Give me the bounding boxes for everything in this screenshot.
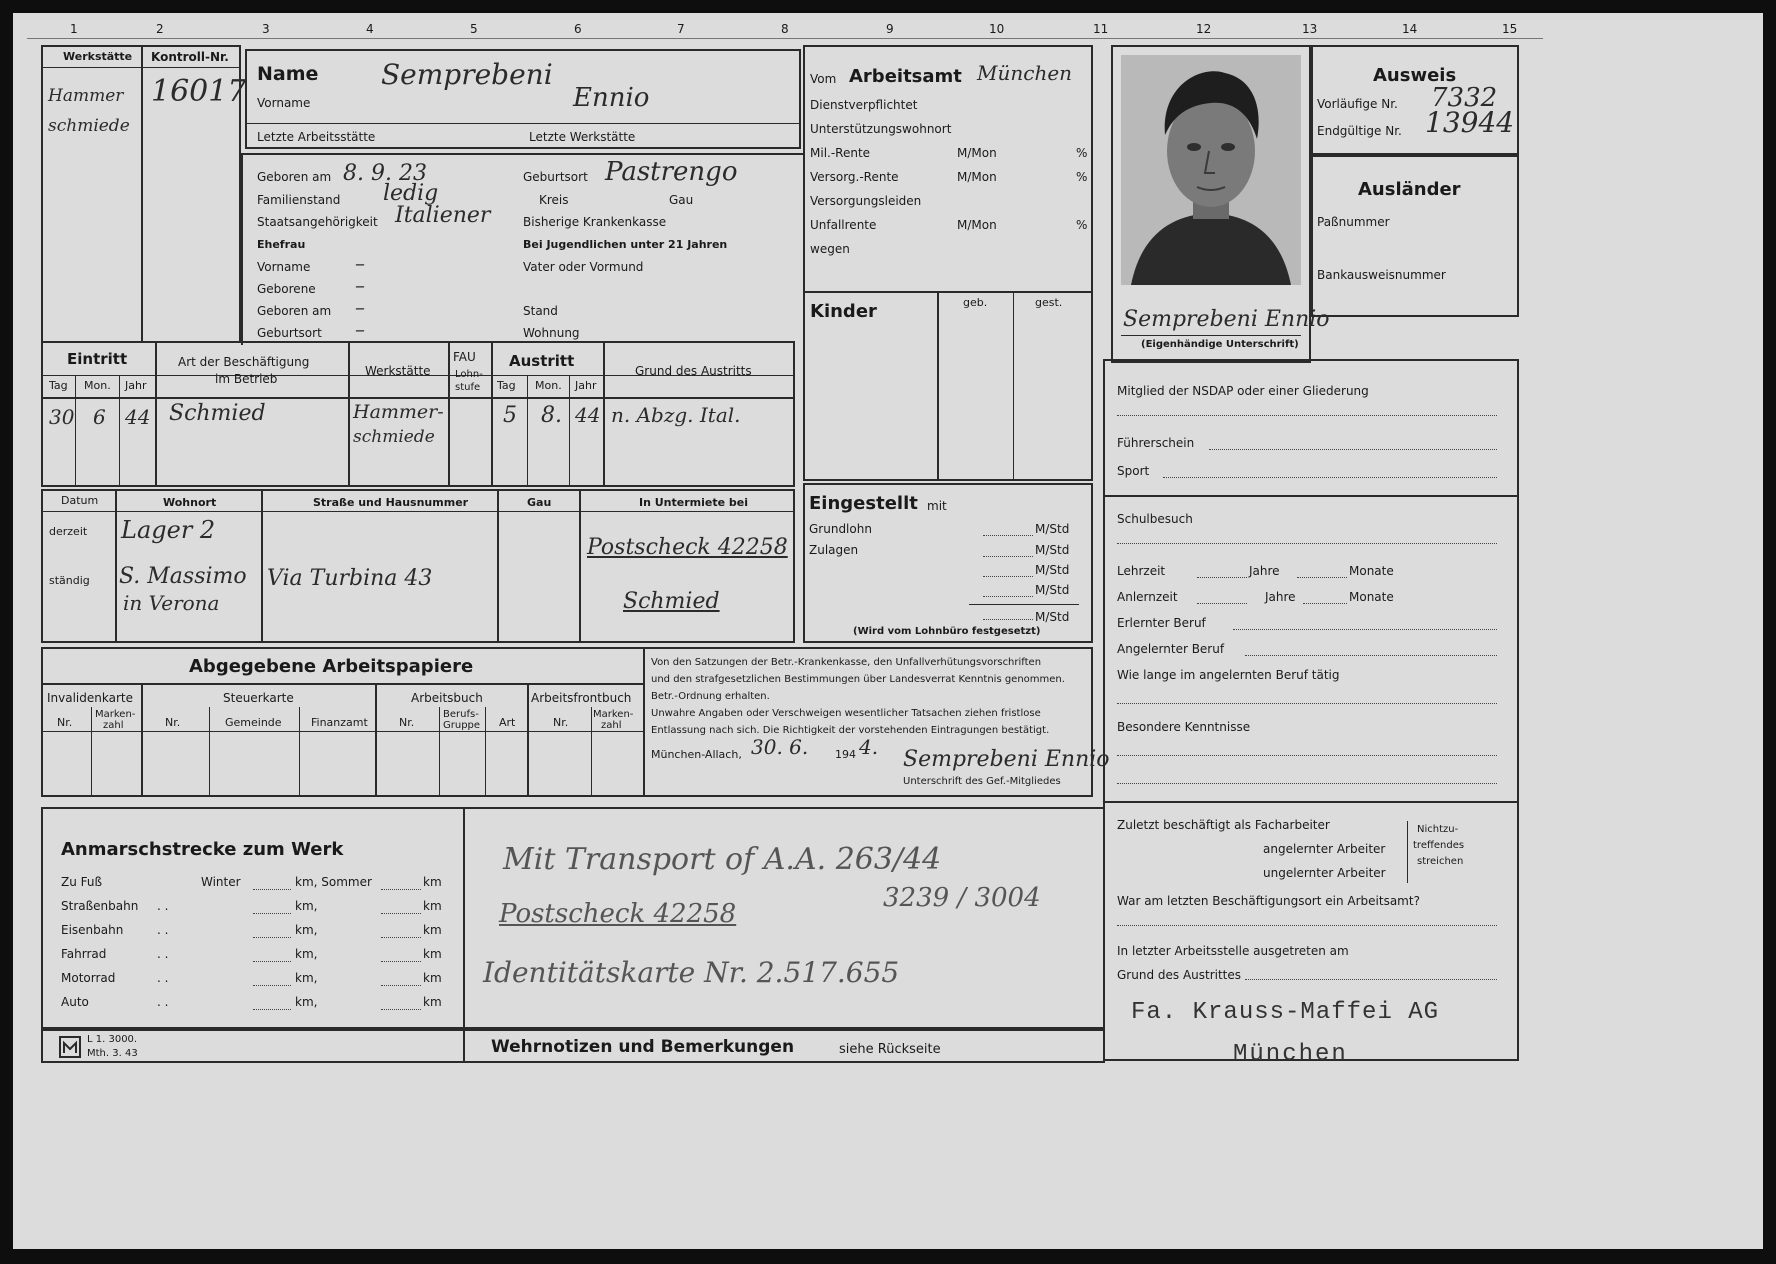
nr-label: Nr.: [399, 716, 415, 729]
km-label: km: [423, 971, 442, 985]
ehefrau-geboren-am-label: Geboren am: [257, 304, 332, 318]
staendig-wohnort: S. Massimo: [119, 564, 247, 589]
dotted-line: [1117, 543, 1497, 544]
austritt-label: Austritt: [509, 352, 575, 370]
divider: [448, 341, 450, 487]
vorname-label: Vorname: [257, 96, 311, 110]
km-comma: km,: [295, 971, 318, 985]
eisenbahn-label: Eisenbahn: [61, 923, 124, 937]
declaration-line: Unwahre Angaben oder Verschweigen wesentlicher Tatsachen ziehen fristlose: [651, 708, 1041, 719]
anmarsch-title: Anmarschstrecke zum Werk: [61, 839, 344, 860]
austritt-tag-label: Tag: [497, 379, 516, 392]
unfallrente-label: Unfallrente: [810, 218, 877, 232]
untermiete-stamp: Postscheck 42258: [587, 535, 788, 560]
marken-label: Marken-: [95, 709, 136, 720]
company-stamp-city: München: [1233, 1041, 1348, 1068]
declaration-year: 4.: [859, 735, 879, 759]
endgueltige-label: Endgültige Nr.: [1317, 124, 1402, 138]
dash: –: [355, 295, 365, 319]
mstd: M/Std: [1035, 522, 1070, 536]
dotted-line: [1197, 577, 1247, 578]
werkstaette-label: Werkstätte: [63, 50, 133, 63]
column-number: 12: [1196, 22, 1212, 36]
dotted-line: [381, 889, 421, 890]
staendig-strasse: Via Turbina 43: [267, 566, 433, 591]
war-am-label: War am letzten Beschäftigungsort ein Arbeitsamt?: [1117, 894, 1420, 908]
column-number: 10: [989, 22, 1005, 36]
derzeit-wohnort: Lager 2: [121, 516, 216, 544]
schulbesuch-label: Schulbesuch: [1117, 512, 1193, 526]
art-label-2: im Betrieb: [215, 372, 278, 386]
gau-label: Gau: [527, 496, 552, 509]
austritt-jahr-label: Jahr: [575, 379, 597, 392]
wehrnotizen-suffix: siehe Rückseite: [839, 1042, 941, 1057]
note-line: Identitätskarte Nr. 2.517.655: [483, 956, 900, 989]
ehefrau-label: Ehefrau: [257, 238, 306, 251]
divider: [937, 291, 939, 481]
column-number: 5: [470, 22, 478, 36]
nicht-label-3: streichen: [1417, 856, 1464, 867]
arbeitsfrontbuch-label: Arbeitsfrontbuch: [531, 691, 632, 705]
werkstaette-value: Hammer schmiede: [48, 86, 130, 136]
art-label: Art: [499, 716, 516, 729]
km-comma: km,: [295, 923, 318, 937]
dotted-line: [1209, 449, 1497, 450]
art-label: Art der Beschäftigung: [178, 355, 310, 369]
dotted-line: [253, 1009, 291, 1010]
kontroll-value: 16017: [151, 74, 247, 109]
versorgrente-label: Versorg.-Rente: [810, 170, 899, 184]
auslaender-title: Ausländer: [1358, 179, 1461, 200]
km-label: km: [423, 875, 442, 889]
bracket-line: [1407, 821, 1408, 883]
zulagen-label: Zulagen: [809, 543, 859, 557]
nsdap-label: Mitglied der NSDAP oder einer Gliederung: [1117, 384, 1369, 398]
ungelernter-arbeiter-label: ungelernter Arbeiter: [1263, 866, 1386, 880]
strasse-label: Straße und Hausnummer: [313, 496, 469, 509]
arbeitsbuch-label: Arbeitsbuch: [411, 691, 483, 705]
column-number: 14: [1402, 22, 1418, 36]
wegen-label: wegen: [810, 242, 850, 256]
column-number: 13: [1302, 22, 1318, 36]
invalidenkarte-label: Invalidenkarte: [47, 691, 133, 705]
column-number: 1: [70, 22, 78, 36]
eintritt-mon: 6: [93, 405, 106, 429]
lohnstufe-label-2: stufe: [455, 382, 481, 393]
geb-label: geb.: [963, 296, 988, 309]
eintritt-jahr: 44: [125, 405, 151, 429]
divider: [141, 683, 143, 797]
austritt-jahr: 44: [575, 403, 601, 427]
werkstaette-label: Werkstätte: [365, 364, 431, 378]
percent: %: [1076, 218, 1088, 232]
km-label: km: [423, 995, 442, 1009]
divider: [569, 375, 570, 485]
sum-line: [969, 604, 1079, 605]
dotted-line: [1163, 477, 1497, 478]
dotted-line: [1117, 783, 1497, 784]
declaration-signature: Semprebeni Ennio: [903, 747, 1110, 772]
nicht-label: Nichtzu-: [1417, 824, 1459, 835]
gest-label: gest.: [1035, 296, 1063, 309]
marken-label-2: zahl: [601, 720, 622, 731]
nr-label: Nr.: [165, 716, 181, 729]
geborene-label: Geborene: [257, 282, 316, 296]
austritt-mon-label: Mon.: [535, 379, 562, 392]
vom-label: Vom: [810, 72, 837, 86]
signature-value: Semprebeni Ennio: [1123, 307, 1330, 332]
untermiete-label: In Untermiete bei: [639, 496, 749, 509]
versorgungsleiden-label: Versorgungsleiden: [810, 194, 922, 208]
km-comma: km,: [295, 899, 318, 913]
wehrnotizen-label: Wehrnotizen und Bemerkungen: [491, 1037, 795, 1057]
gau-label: Gau: [669, 193, 694, 207]
dotted-line: [1117, 415, 1497, 416]
grundlohn-label: Grundlohn: [809, 522, 872, 536]
dotted-line: [1297, 577, 1347, 578]
signature-line: [1121, 335, 1301, 336]
column-number: 9: [886, 22, 894, 36]
divider: [209, 707, 210, 797]
wie-lange-label: Wie lange im angelernten Beruf tätig: [1117, 668, 1340, 682]
divider: [115, 489, 117, 643]
dotted-line: [253, 889, 291, 890]
mmon: M/Mon: [957, 146, 997, 160]
divider: [527, 683, 529, 797]
familienstand-label: Familienstand: [257, 193, 341, 207]
divider: [75, 375, 76, 485]
geboren-am-value: 8. 9. 23: [343, 161, 427, 186]
divider: [241, 153, 243, 345]
km-label: km: [423, 899, 442, 913]
grund-value: n. Abzg. Ital.: [611, 403, 741, 427]
divider: [241, 153, 803, 155]
dots: . .: [157, 899, 169, 913]
mstd: M/Std: [1035, 543, 1070, 557]
declaration-line: Betr.-Ordnung erhalten.: [651, 691, 770, 702]
column-number: 4: [366, 22, 374, 36]
milrente-label: Mil.-Rente: [810, 146, 871, 160]
fahrrad-label: Fahrrad: [61, 947, 107, 961]
staatsangehoerigkeit-value: Italiener: [395, 203, 491, 228]
jahr-label: Jahr: [125, 379, 147, 392]
dash: –: [355, 317, 365, 341]
ruler-line: [27, 38, 1543, 39]
lehrzeit-label: Lehrzeit: [1117, 564, 1166, 578]
percent: %: [1076, 146, 1088, 160]
note-line: Postscheck 42258: [499, 899, 737, 929]
dotted-line: [1303, 603, 1347, 604]
name-label: Name: [257, 63, 319, 85]
divider: [41, 683, 645, 685]
auto-label: Auto: [61, 995, 89, 1009]
name-value: Semprebeni: [381, 58, 553, 91]
portrait-photo: [1121, 55, 1301, 285]
endgueltige-value: 13944: [1425, 106, 1515, 139]
declaration-box: [643, 647, 1093, 797]
divider: [497, 489, 499, 643]
familienstand-value: ledig: [383, 181, 439, 206]
divider: [299, 707, 300, 797]
austritt-tag: 5: [503, 403, 517, 428]
divider: [439, 707, 440, 797]
art-value: Schmied: [169, 401, 266, 426]
print-code: L 1. 3000.: [87, 1034, 138, 1045]
mstd: M/Std: [1035, 583, 1070, 597]
column-number: 8: [781, 22, 789, 36]
ehefrau-geburtsort-label: Geburtsort: [257, 326, 322, 340]
dots: . .: [157, 923, 169, 937]
vorname-value: Ennio: [573, 83, 650, 113]
note-line: 3239 / 3004: [883, 883, 1041, 913]
column-number: 11: [1093, 22, 1109, 36]
ausweis-title: Ausweis: [1373, 65, 1457, 86]
dotted-line: [253, 985, 291, 986]
jugendliche-label: Bei Jugendlichen unter 21 Jahren: [523, 238, 728, 251]
passnummer-label: Paßnummer: [1317, 215, 1390, 229]
fau-label: FAU: [453, 350, 476, 364]
km-label: km: [423, 923, 442, 937]
werkstaette-value-2: schmiede: [353, 427, 435, 447]
nr-label: Nr.: [57, 716, 73, 729]
divider: [491, 341, 493, 487]
dotted-line: [1233, 629, 1497, 630]
dotted-line: [1117, 755, 1497, 756]
dotted-line: [1245, 979, 1497, 980]
dotted-line: [1245, 655, 1497, 656]
divider: [603, 341, 605, 487]
kreis-label: Kreis: [539, 193, 569, 207]
berufs-label-2: Gruppe: [443, 720, 481, 731]
dotted-line: [1117, 703, 1497, 704]
wohnung-label: Wohnung: [523, 326, 580, 340]
column-number: 2: [156, 22, 164, 36]
arbeitsamt-label: Arbeitsamt: [849, 66, 962, 87]
km-comma: km,: [295, 947, 318, 961]
steuerkarte-label: Steuerkarte: [223, 691, 294, 705]
marken-label: Marken-: [593, 709, 634, 720]
divider: [579, 489, 581, 643]
declaration-year-prefix: 194: [835, 748, 856, 761]
werkstaette-value: Hammer-: [353, 401, 444, 423]
divider: [141, 45, 143, 343]
divider: [527, 375, 528, 485]
vorlaeufige-label: Vorläufige Nr.: [1317, 97, 1398, 111]
mstd: M/Std: [1035, 563, 1070, 577]
company-stamp: Fa. Krauss-Maffei AG: [1131, 999, 1440, 1026]
divider: [119, 375, 120, 485]
dotted-line: [253, 937, 291, 938]
papiere-title: Abgegebene Arbeitspapiere: [189, 656, 474, 677]
staendig-wohnort-2: in Verona: [123, 591, 220, 615]
dotted-line: [983, 576, 1033, 577]
eingestellt-mit: mit: [927, 499, 947, 513]
untermiete-stamp-2: Schmied: [623, 589, 720, 614]
declaration-line: Entlassung nach sich. Die Richtigkeit der vorstehenden Eintragungen bestätigt.: [651, 725, 1050, 736]
dotted-line: [1117, 925, 1497, 926]
mon-label: Mon.: [84, 379, 111, 392]
mstd: M/Std: [1035, 610, 1070, 624]
divider: [485, 707, 486, 797]
dots: . .: [157, 995, 169, 1009]
divider: [348, 341, 350, 487]
zuletzt-label: Zuletzt beschäftigt als Facharbeiter: [1117, 818, 1330, 832]
km-label: km: [423, 947, 442, 961]
geburtsort-label: Geburtsort: [523, 170, 588, 184]
anlernzeit-label: Anlernzeit: [1117, 590, 1178, 604]
print-code-2: Mth. 3. 43: [87, 1048, 138, 1059]
krankenkasse-label: Bisherige Krankenkasse: [523, 215, 667, 229]
divider: [41, 731, 645, 732]
divider: [1013, 291, 1014, 481]
marken-label-2: zahl: [103, 720, 124, 731]
angelernter-arbeiter-label: angelernter Arbeiter: [1263, 842, 1386, 856]
declaration-date: 30. 6.: [751, 735, 809, 759]
grund-austritt-label: Grund des Austrittes: [1117, 968, 1242, 982]
dotted-line: [381, 937, 421, 938]
divider: [41, 67, 241, 68]
angelernter-label: Angelernter Beruf: [1117, 642, 1225, 656]
ausgetreten-label: In letzter Arbeitsstelle ausgetreten am: [1117, 944, 1349, 958]
dotted-line: [983, 619, 1033, 620]
column-number: 15: [1502, 22, 1518, 36]
staatsangehoerigkeit-label: Staatsangehörigkeit: [257, 215, 378, 229]
vater-label: Vater oder Vormund: [523, 260, 644, 274]
staendig-label: ständig: [49, 574, 90, 587]
dots: . .: [157, 947, 169, 961]
divider: [91, 707, 92, 797]
divider: [245, 123, 801, 124]
divider: [591, 707, 592, 797]
dotted-line: [381, 961, 421, 962]
dots: . .: [157, 971, 169, 985]
gemeinde-label: Gemeinde: [225, 716, 282, 729]
letzte-werkstaette-label: Letzte Werkstätte: [529, 130, 636, 144]
nicht-label-2: treffendes: [1413, 840, 1465, 851]
bankausweis-label: Bankausweisnummer: [1317, 268, 1446, 282]
lohnbuero-note: (Wird vom Lohnbüro festgesetzt): [853, 626, 1041, 637]
fuehrerschein-label: Führerschein: [1117, 436, 1195, 450]
dash: –: [355, 273, 365, 297]
monate-label: Monate: [1349, 564, 1394, 578]
geboren-am-label: Geboren am: [257, 170, 332, 184]
dash: –: [355, 251, 365, 275]
dotted-line: [983, 556, 1033, 557]
motorrad-label: Motorrad: [61, 971, 116, 985]
km-sommer-label: km, Sommer: [295, 875, 372, 889]
vorlaeufige-value: 7332: [1431, 83, 1498, 113]
divider: [1103, 495, 1519, 497]
austritt-mon: 8.: [541, 403, 562, 428]
declaration-signature-caption: Unterschrift des Gef.-Mitgliedes: [903, 776, 1061, 787]
declaration-line: Von den Satzungen der Betr.-Krankenkasse, den Unfallverhütungsvorschriften: [651, 657, 1042, 668]
dotted-line: [381, 913, 421, 914]
km-comma: km,: [295, 995, 318, 1009]
column-number: 3: [262, 22, 270, 36]
nr-label: Nr.: [553, 716, 569, 729]
dotted-line: [253, 961, 291, 962]
ehefrau-vorname-label: Vorname: [257, 260, 311, 274]
dotted-line: [253, 913, 291, 914]
mmon: M/Mon: [957, 218, 997, 232]
kenntnisse-label: Besondere Kenntnisse: [1117, 720, 1251, 734]
derzeit-label: derzeit: [49, 525, 88, 538]
personnel-card: [13, 13, 1763, 1249]
eintritt-tag: 30: [49, 405, 75, 429]
dienstverpflichtet-label: Dienstverpflichtet: [810, 98, 918, 112]
jahre-label: Jahre: [1265, 590, 1296, 604]
portrait-icon: [1121, 55, 1301, 285]
divider: [261, 489, 263, 643]
dotted-line: [983, 535, 1033, 536]
tag-label: Tag: [49, 379, 68, 392]
lohnstufe-label: Lohn-: [455, 369, 483, 380]
dotted-line: [381, 1009, 421, 1010]
erlernter-label: Erlernter Beruf: [1117, 616, 1206, 630]
wohnort-label: Wohnort: [163, 496, 217, 509]
dotted-line: [983, 596, 1033, 597]
divider: [375, 683, 377, 797]
eintritt-label: Eintritt: [67, 350, 128, 368]
declaration-line: und den strafgesetzlichen Bestimmungen über Landesverrat Kenntnis genommen.: [651, 674, 1065, 685]
zufuss-label: Zu Fuß: [61, 875, 103, 889]
signature-caption: (Eigenhändige Unterschrift): [1141, 339, 1299, 350]
divider: [41, 511, 795, 512]
berufs-label: Berufs-: [443, 709, 479, 720]
publisher-logo-icon: [59, 1035, 81, 1059]
note-line: Mit Transport of A.A. 263/44: [503, 842, 942, 877]
column-number: 6: [574, 22, 582, 36]
mmon: M/Mon: [957, 170, 997, 184]
declaration-place: München-Allach,: [651, 748, 742, 761]
strassenbahn-label: Straßenbahn: [61, 899, 139, 913]
kinder-label: Kinder: [810, 301, 877, 322]
winter-label: Winter: [201, 875, 241, 889]
datum-label: Datum: [61, 494, 99, 507]
sport-label: Sport: [1117, 464, 1150, 478]
grund-label: Grund des Austritts: [635, 364, 752, 378]
percent: %: [1076, 170, 1088, 184]
kontroll-label: Kontroll-Nr.: [151, 50, 229, 64]
letzte-arbeitsstaette-label: Letzte Arbeitsstätte: [257, 130, 376, 144]
geburtsort-value: Pastrengo: [605, 157, 738, 187]
dotted-line: [1197, 603, 1247, 604]
finanzamt-label: Finanzamt: [311, 716, 368, 729]
divider: [1103, 801, 1519, 803]
jahre-label: Jahre: [1249, 564, 1280, 578]
dotted-line: [381, 985, 421, 986]
monate-label: Monate: [1349, 590, 1394, 604]
unterstuetzung-label: Unterstützungswohnort: [810, 122, 952, 136]
divider: [155, 341, 157, 487]
arbeitsamt-value: München: [977, 61, 1073, 85]
stand-label: Stand: [523, 304, 558, 318]
eingestellt-title: Eingestellt: [809, 493, 918, 514]
column-number: 7: [677, 22, 685, 36]
